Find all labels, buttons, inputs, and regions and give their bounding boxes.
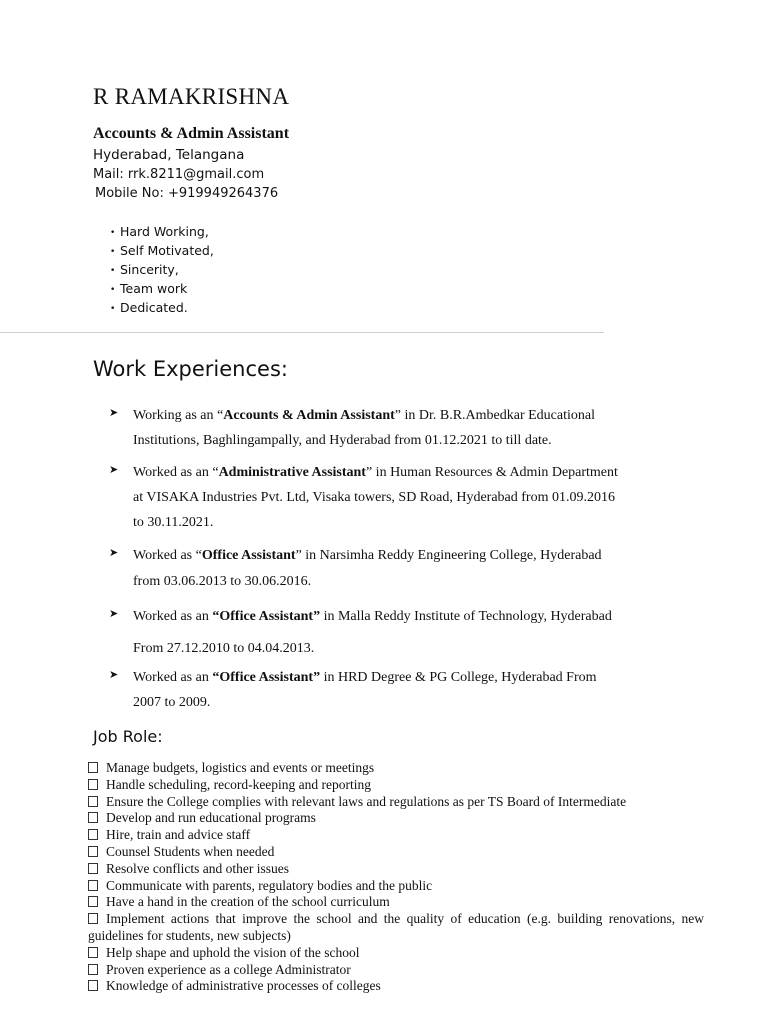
bullet-icon: •: [110, 304, 116, 314]
trait-item: • Team work: [110, 279, 214, 298]
email-line: [93, 167, 264, 182]
job-role-item: Proven experience as a college Administrator: [88, 962, 704, 979]
arrow-bullet-icon: ➤: [109, 407, 119, 419]
mobile-value: +919949264376: [163, 186, 279, 201]
job-role-item: Handle scheduling, record-keeping and reporting: [88, 777, 704, 794]
job-role-list: [88, 760, 704, 995]
mobile-line: [95, 186, 278, 201]
experience-item: ➤ Worked as an “Administrative Assistant” in Human Resources & Admin Department at VISAKA Industries Pvt. Ltd, Visaka towers, SD Road, Hyderabad from 01.09.2016 to 30.11.2021.: [109, 464, 618, 530]
checkbox-glyph-icon: [88, 779, 98, 790]
job-role-item: Have a hand in the creation of the school curriculum: [88, 894, 704, 911]
bullet-icon: •: [110, 266, 116, 276]
experience-item: ➤ Working as an “Accounts & Admin Assistant” in Dr. B.R.Ambedkar Educational Institutions, Baghlingampally, and Hyderabad from 01.12.2021 to till date.: [109, 407, 595, 448]
job-role-item: Help shape and uphold the vision of the school: [88, 945, 704, 962]
mobile-label: Mobile No:: [95, 186, 164, 201]
checkbox-glyph-icon: [88, 980, 98, 991]
job-role-item: Hire, train and advice staff: [88, 827, 704, 844]
checkbox-glyph-icon: [88, 863, 98, 874]
checkbox-glyph-icon: [88, 762, 98, 773]
section-divider: [0, 332, 604, 333]
trait-item: • Sincerity,: [110, 260, 214, 279]
job-role-item: Develop and run educational programs: [88, 810, 704, 827]
job-role-item: Ensure the College complies with relevant laws and regulations as per TS Board of Intermediate: [88, 794, 704, 811]
trait-item: • Hard Working,: [110, 222, 214, 241]
arrow-bullet-icon: ➤: [109, 547, 119, 559]
checkbox-glyph-icon: [88, 812, 98, 823]
job-role-item: Knowledge of administrative processes of colleges: [88, 978, 704, 995]
job-role-item: Communicate with parents, regulatory bodies and the public: [88, 878, 704, 895]
email-value: rrk.8211@gmail.com: [123, 167, 265, 182]
checkbox-glyph-icon: [88, 964, 98, 975]
checkbox-glyph-icon: [88, 913, 98, 924]
job-role-item: Resolve conflicts and other issues: [88, 861, 704, 878]
experience-item: ➤ Worked as an “Office Assistant” in Malla Reddy Institute of Technology, Hyderabad From 27.12.2010 to 04.04.2013.: [109, 608, 612, 656]
email-label: Mail:: [93, 167, 124, 182]
arrow-bullet-icon: ➤: [109, 608, 119, 620]
bullet-icon: •: [110, 285, 116, 295]
traits-list: [110, 222, 214, 317]
experience-item: ➤ Worked as an “Office Assistant” in HRD Degree & PG College, Hyderabad From 2007 to 2009.: [109, 669, 597, 710]
job-title: Accounts & Admin Assistant: [93, 125, 290, 142]
job-role-item: Implement actions that improve the school and the quality of education (e.g. building renovations, new guidelines for students, new subjects): [88, 911, 704, 943]
arrow-bullet-icon: ➤: [109, 669, 119, 681]
job-role-heading: Job Role:: [93, 727, 163, 746]
arrow-bullet-icon: ➤: [109, 464, 119, 476]
trait-item: • Dedicated.: [110, 298, 214, 317]
candidate-name: R RAMAKRISHNA: [93, 84, 290, 109]
job-role-item: Manage budgets, logistics and events or meetings: [88, 760, 704, 777]
bullet-icon: •: [110, 247, 116, 257]
bullet-icon: •: [110, 228, 116, 238]
checkbox-glyph-icon: [88, 947, 98, 958]
checkbox-glyph-icon: [88, 846, 98, 857]
job-role-item: Counsel Students when needed: [88, 844, 704, 861]
work-experience-heading: Work Experiences:: [93, 357, 288, 381]
location: Hyderabad, Telangana: [93, 147, 245, 163]
checkbox-glyph-icon: [88, 796, 98, 807]
trait-item: • Self Motivated,: [110, 241, 214, 260]
checkbox-glyph-icon: [88, 829, 98, 840]
checkbox-glyph-icon: [88, 896, 98, 907]
checkbox-glyph-icon: [88, 880, 98, 891]
experience-item: ➤ Worked as “Office Assistant” in Narsimha Reddy Engineering College, Hyderabad from 03.06.2013 to 30.06.2016.: [109, 547, 602, 589]
